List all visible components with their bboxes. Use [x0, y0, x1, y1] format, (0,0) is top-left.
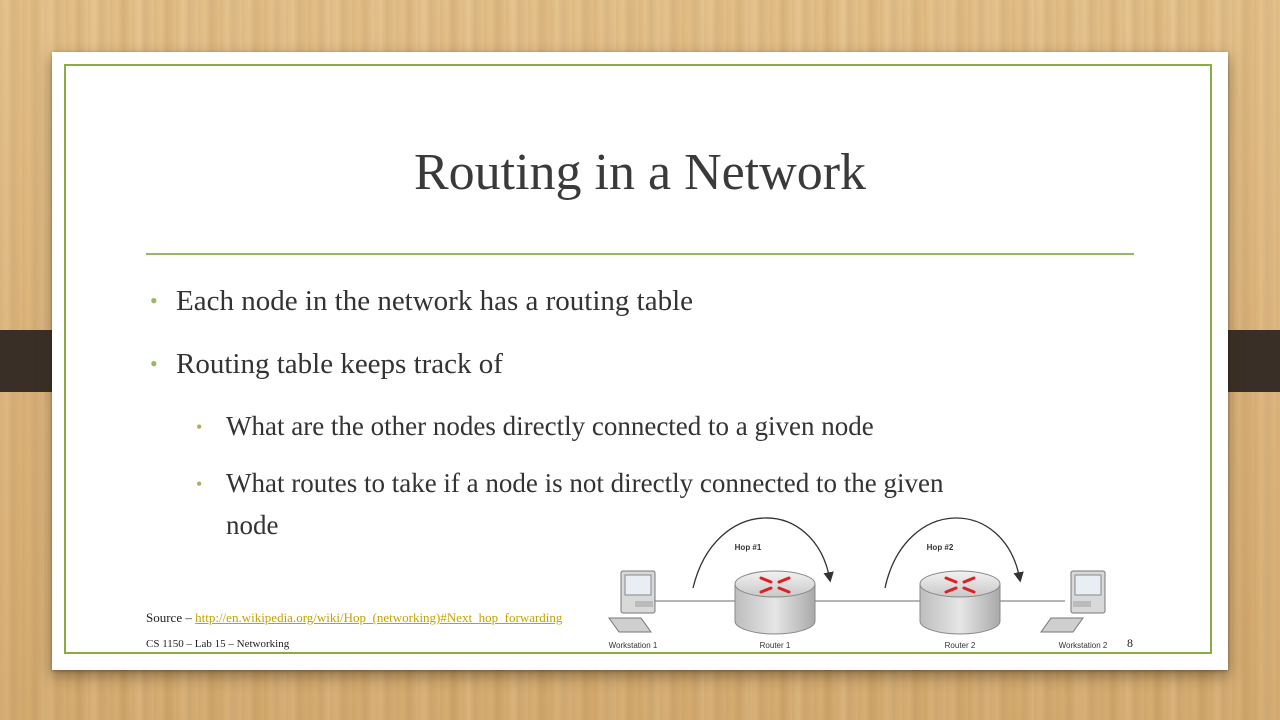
source-citation — [146, 610, 562, 626]
hop-1-label: Hop #1 — [734, 543, 762, 552]
bullet-dot-icon: • — [150, 351, 158, 376]
sub-bullet-continuation: node — [226, 510, 279, 540]
source-prefix: Source – — [146, 610, 196, 625]
title-divider — [146, 253, 1134, 255]
sub-bullet-text: What are the other nodes directly connected to a given node — [226, 411, 874, 441]
bullet-item — [150, 283, 694, 319]
sub-bullet-item — [196, 409, 874, 443]
router-2-icon — [920, 571, 1000, 634]
router-2-label: Router 2 — [944, 641, 976, 650]
slide-title: Routing in a Network — [413, 144, 867, 201]
router-1-label: Router 1 — [759, 641, 791, 650]
slide-footer: CS 1150 – Lab 15 – Networking — [146, 638, 290, 650]
bullet-dot-icon: • — [150, 288, 158, 313]
workstation-1-icon — [609, 571, 655, 632]
network-hop-diagram — [595, 506, 1120, 656]
workstation-1-label: Workstation 1 — [608, 641, 658, 650]
source-link[interactable]: http://en.wikipedia.org/wiki/Hop_(networking)#Next_hop_forwarding — [195, 610, 563, 625]
bullet-dot-icon: • — [196, 474, 203, 494]
hop-2-label: Hop #2 — [926, 543, 954, 552]
router-1-icon — [735, 571, 815, 634]
bullet-text: Each node in the network has a routing table — [176, 285, 694, 317]
bullet-item — [150, 346, 503, 382]
bullet-dot-icon: • — [196, 417, 203, 437]
workstation-2-label: Workstation 2 — [1058, 641, 1108, 650]
sub-bullet-item — [196, 466, 944, 500]
page-number: 8 — [1127, 636, 1133, 650]
sub-bullet-text: What routes to take if a node is not directly connected to the given — [226, 468, 944, 498]
bullet-text: Routing table keeps track of — [176, 348, 503, 380]
